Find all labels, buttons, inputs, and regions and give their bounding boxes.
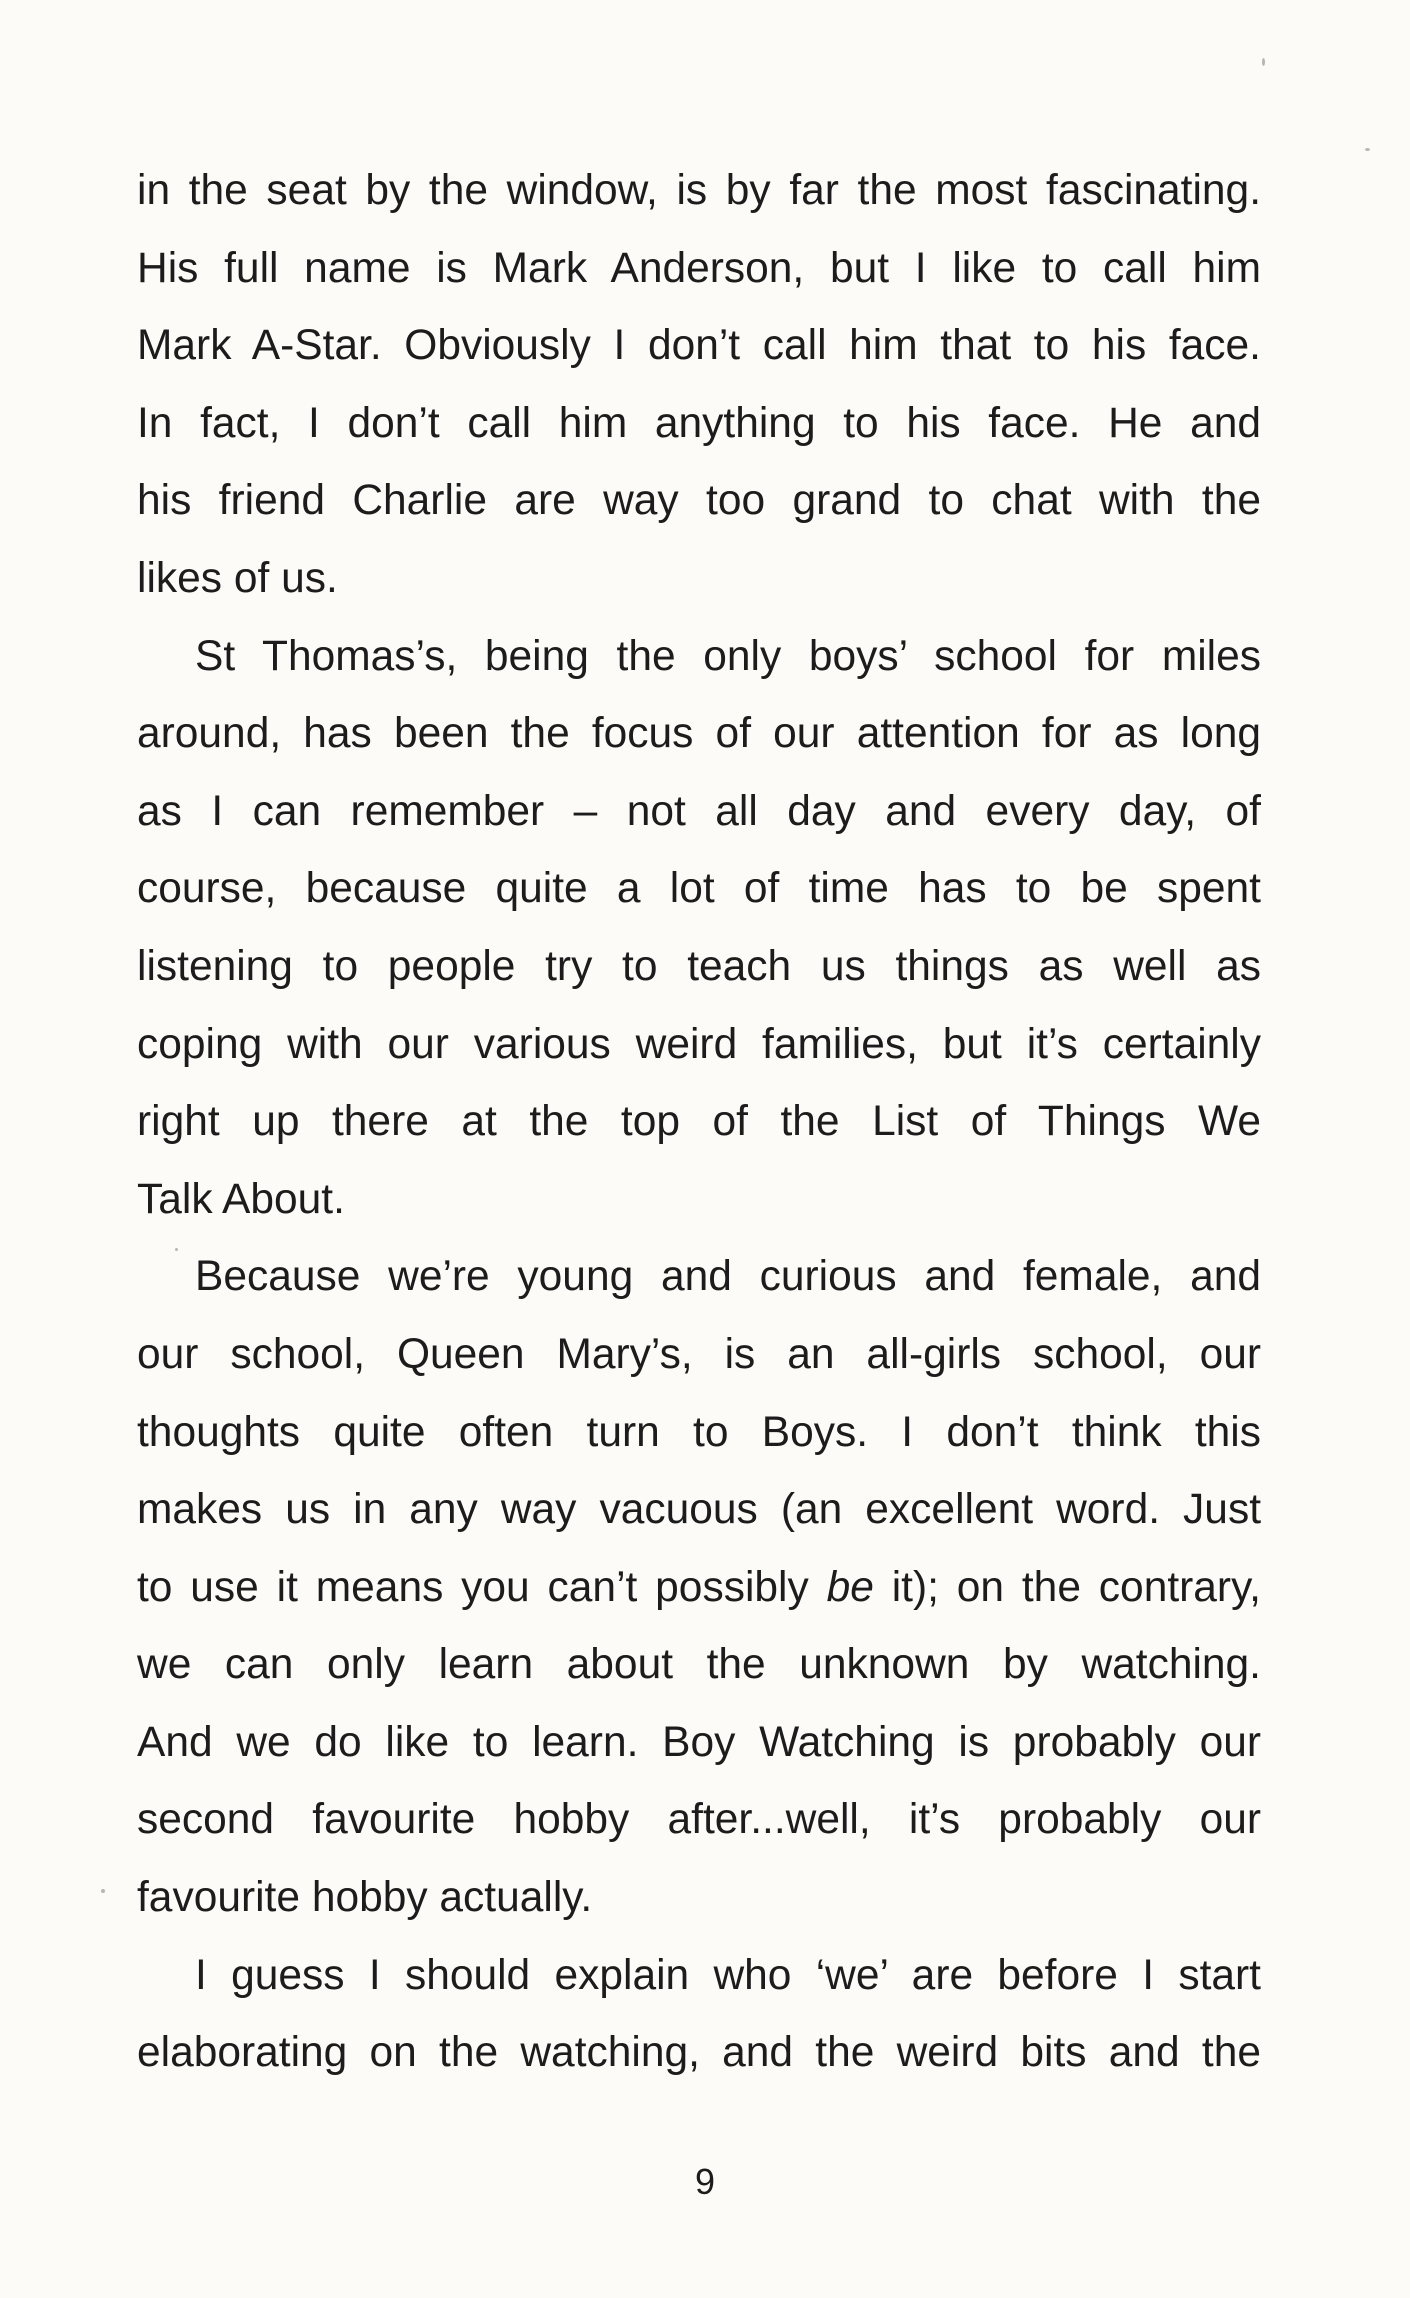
scan-speck [1365,148,1370,151]
text-line: his friend Charlie are way too grand to chat with the [137,477,1261,525]
text-line: makes us in any way vacuous (an excellent word. Just [137,1486,1261,1534]
text-line: Mark A-Star. Obviously I don’t call him that to his face. [137,322,1261,370]
text-line: St Thomas’s, being the only boys’ school for miles [195,632,1261,680]
text-line: our school, Queen Mary’s, is an all-girls school, our [137,1330,1261,1378]
text-line: His full name is Mark Anderson, but I like to call him [137,244,1261,292]
italic-word: be [826,1563,874,1611]
paragraph-4 [137,1937,1261,2092]
text-line: as I can remember – not all day and every day, of [137,787,1261,835]
scan-speck [1262,58,1265,66]
text-line: right up there at the top of the List of Things We [137,1098,1261,1146]
paragraph-2 [137,618,1261,1239]
text-line: listening to people try to teach us things as well as [137,942,1261,990]
body-text [137,152,1261,2092]
text-line: course, because quite a lot of time has to be spent [137,865,1261,913]
text-line: thoughts quite often turn to Boys. I don’t think this [137,1408,1261,1456]
paragraph-3 [137,1238,1261,1936]
text-line: And we do like to learn. Boy Watching is probably our [137,1718,1261,1766]
text-line: second favourite hobby after...well, it’s probably our [137,1796,1261,1844]
text-line: in the seat by the window, is by far the most fascinating. [137,167,1261,214]
text-line: Talk About. [137,1175,345,1223]
page-number: 9 [694,2161,716,2202]
text-line: Because we’re young and curious and female, and [195,1253,1261,1301]
text-line: around, has been the focus of our attention for as long [137,710,1261,758]
text-line-with-italic [137,1549,1261,1627]
text-line: I guess I should explain who ‘we’ are before I start [195,1951,1261,1999]
scan-speck [175,1248,178,1251]
text-line: In fact, I don’t call him anything to his face. He and [137,399,1261,447]
paragraph-1 [137,152,1261,618]
text-segment: it); on the contrary, [873,1563,1261,1611]
text-line: elaborating on the watching, and the weird bits and the [137,2029,1261,2077]
text-line: favourite hobby actually. [137,1874,593,1922]
scan-speck [101,1889,105,1893]
text-segment: to use it means you can’t possibly [137,1563,827,1611]
text-line: coping with our various weird families, but it’s certainly [137,1020,1261,1068]
text-line: we can only learn about the unknown by watching. [137,1641,1261,1689]
text-line: likes of us. [137,554,338,602]
